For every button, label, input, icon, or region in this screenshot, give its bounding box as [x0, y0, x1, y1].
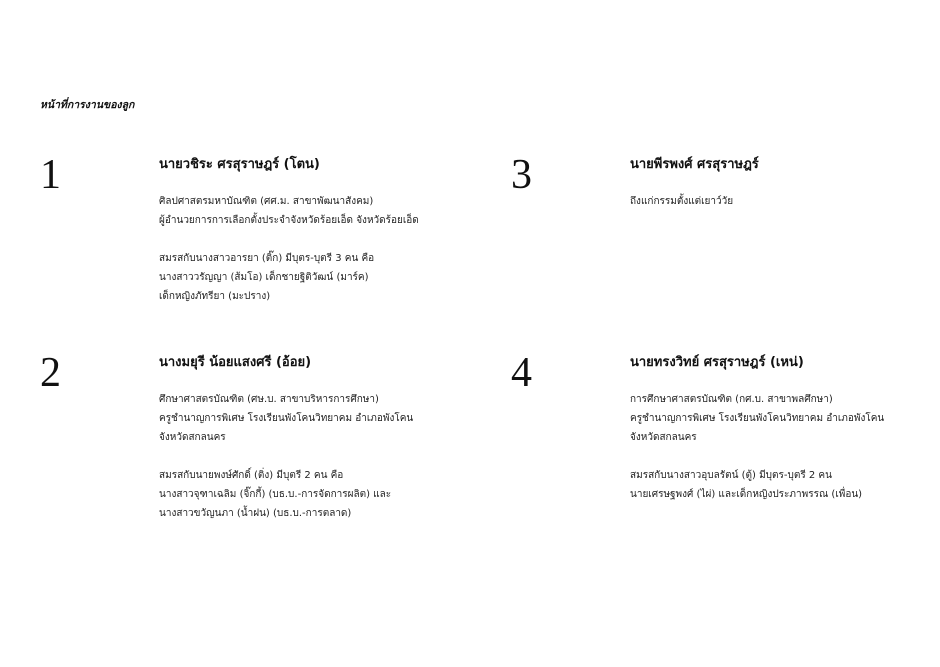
entry-body [630, 156, 930, 230]
education-paragraph [159, 390, 459, 447]
family-line: นางสาววรัญญา (ส้มโอ) เด็กชายฐิติวัฒน์ (มาร์ค) [159, 272, 369, 283]
education-line: จังหวัดสกลนคร [630, 432, 697, 443]
family-paragraph [630, 466, 930, 504]
family-paragraph [159, 466, 459, 523]
family-line: เด็กหญิงภัทรียา (มะปราง) [159, 291, 271, 302]
entry-name: นายทรงวิทย์ ศรสุราษฎร์ (เหน่) [630, 355, 804, 370]
family-line: สมรสกับนางสาวอุบลรัตน์ (ตู้) มีบุตร-บุตรี 2 คน [630, 470, 832, 481]
page-heading: หน้าที่การงานของลูก [40, 99, 135, 111]
family-line: สมรสกับนางสาวอารยา (ติ๊ก) มีบุตร-บุตรี 3 คน คือ [159, 253, 375, 264]
education-line: ถึงแก่กรรมตั้งแต่เยาว์วัย [630, 196, 734, 207]
entry-number: 3 [511, 152, 532, 198]
entry-number: 2 [40, 350, 61, 396]
education-paragraph [630, 390, 930, 447]
education-line: ผู้อำนวยการการเลือกตั้งประจำจังหวัดร้อยเอ็ด จังหวัดร้อยเอ็ด [159, 215, 419, 226]
entry-body [159, 156, 459, 325]
education-line: การศึกษาศาสตรบัณฑิต (กศ.บ. สาขาพลศึกษา) [630, 394, 833, 405]
education-line: ครูชำนาญการพิเศษ โรงเรียนพังโคนวิทยาคม อำเภอพังโคน [159, 413, 414, 424]
entry-body [630, 354, 930, 523]
education-line: ครูชำนาญการพิเศษ โรงเรียนพังโคนวิทยาคม อำเภอพังโคน [630, 413, 885, 424]
family-paragraph [159, 249, 459, 306]
education-line: จังหวัดสกลนคร [159, 432, 226, 443]
education-paragraph [630, 192, 930, 211]
family-line: สมรสกับนายพงษ์ศักดิ์ (ติ่ง) มีบุตรี 2 คน คือ [159, 470, 344, 481]
entry-number: 4 [511, 350, 532, 396]
education-paragraph [159, 192, 459, 230]
entry-name: นายวชิระ ศรสุราษฎร์ (โตน) [159, 157, 320, 172]
education-line: ศึกษาศาสตรบัณฑิต (ศษ.บ. สาขาบริหารการศึกษา) [159, 394, 379, 405]
entry-name: นางมยุรี น้อยแสงศรี (อ้อย) [159, 355, 312, 370]
family-line: นางสาวจุฑาเฉลิม (จิ๊กกี้) (บธ.บ.-การจัดการผลิต) และ [159, 489, 392, 500]
education-line: ศิลปศาสตรมหาบัณฑิต (ศศ.ม. สาขาพัฒนาสังคม) [159, 196, 374, 207]
family-line: นางสาวขวัญนภา (น้ำฝน) (บธ.บ.-การตลาด) [159, 508, 352, 519]
entry-name: นายพีรพงศ์ ศรสุราษฎร์ [630, 157, 759, 172]
family-line: นายเศรษฐพงศ์ (ไผ่) และเด็กหญิงประภาพรรณ (เพื่อน) [630, 489, 863, 500]
entry-number: 1 [40, 152, 61, 198]
entry-body [159, 354, 459, 542]
